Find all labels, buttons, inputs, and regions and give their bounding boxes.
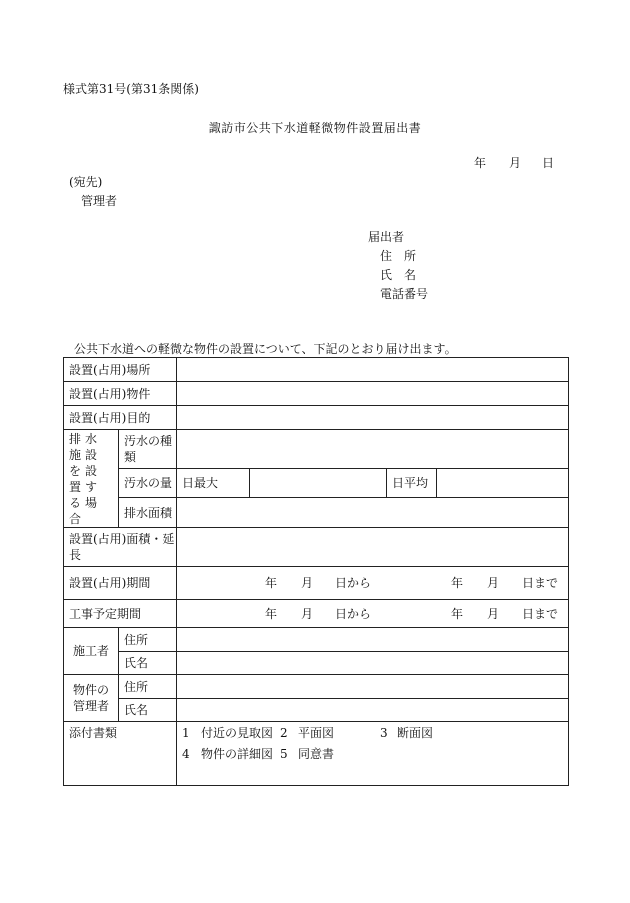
intro-text: 公共下水道への軽微な物件の設置について、下記のとおり届け出ます。 (74, 342, 457, 356)
period-to-day: 日まで (522, 576, 559, 590)
owner-name-label: 氏名 (119, 699, 177, 722)
construction-to-day: 日まで (522, 606, 559, 621)
object-value[interactable] (177, 382, 569, 406)
contractor-name-label: 氏名 (119, 652, 177, 675)
row-purpose (64, 406, 569, 430)
sewage-amount-label: 汚水の量 (119, 469, 177, 498)
contractor-label: 施工者 (64, 628, 119, 675)
row-period (64, 567, 569, 600)
attachments-label: 添付書類 (64, 722, 177, 786)
area-length-label: 設置(占用)面積・延長 (64, 528, 177, 567)
sewage-type-value[interactable] (177, 430, 569, 469)
construction-from-day: 日から (335, 606, 372, 621)
owner-address-value[interactable] (177, 675, 569, 699)
attachment-5-num: 5 (280, 747, 288, 761)
area-length-value[interactable] (177, 528, 569, 567)
period-label: 設置(占用)期間 (64, 567, 177, 600)
purpose-label: 設置(占用)目的 (64, 406, 177, 430)
row-owner-name (64, 699, 569, 722)
attachments-line-1 (182, 725, 568, 741)
location-label: 設置(占用)場所 (64, 358, 177, 382)
drainage-area-value[interactable] (177, 498, 569, 528)
period-from-year: 年 (265, 576, 278, 590)
daily-max-label: 日最大 (177, 469, 250, 498)
construction-to-month: 月 (487, 606, 500, 621)
application-table (63, 357, 569, 786)
contractor-address-label: 住所 (119, 628, 177, 652)
applicant-label: 届出者 (368, 230, 405, 244)
applicant-phone: 電話番号 (380, 287, 429, 301)
row-contractor-name (64, 652, 569, 675)
daily-avg-value[interactable] (437, 469, 569, 498)
attachment-1-label: 付近の見取図 (201, 726, 274, 740)
period-value[interactable] (177, 567, 569, 600)
addressee-name: 管理者 (81, 194, 118, 208)
daily-avg-label: 日平均 (387, 469, 437, 498)
date-month: 月 (509, 156, 522, 170)
row-sewage-type (64, 430, 569, 469)
drainage-area-label: 排水面積 (119, 498, 177, 528)
attachment-3-num: 3 (380, 726, 388, 740)
applicant-name: 氏 名 (380, 268, 417, 282)
attachments-value (177, 722, 569, 786)
owner-name-value[interactable] (177, 699, 569, 722)
attachment-4-label: 物件の詳細図 (201, 747, 274, 761)
attachment-5-label: 同意書 (298, 747, 335, 761)
owner-address-label: 住所 (119, 675, 177, 699)
addressee-prefix: (宛先) (69, 175, 103, 189)
contractor-name-value[interactable] (177, 652, 569, 675)
owner-label: 物件の管理者 (64, 675, 119, 722)
row-contractor-address (64, 628, 569, 652)
row-area-length (64, 528, 569, 567)
form-number: 様式第31号(第31条関係) (63, 82, 199, 96)
row-location (64, 358, 569, 382)
location-value[interactable] (177, 358, 569, 382)
row-owner-address (64, 675, 569, 699)
sewage-type-label: 汚水の種類 (119, 430, 177, 469)
drainage-group-label: 排水施設を設置する場合 (64, 430, 119, 528)
period-to-month: 月 (487, 576, 500, 590)
construction-period-value[interactable] (177, 600, 569, 628)
construction-period-label: 工事予定期間 (64, 600, 177, 628)
contractor-address-value[interactable] (177, 628, 569, 652)
period-dates (182, 575, 568, 591)
attachment-2-num: 2 (280, 726, 288, 740)
attachments-line-2 (182, 746, 568, 762)
period-to-year: 年 (451, 576, 464, 590)
construction-from-month: 月 (301, 606, 314, 621)
date-day: 日 (542, 156, 555, 170)
attachment-1-num: 1 (182, 726, 190, 740)
row-sewage-amount (64, 469, 569, 498)
period-from-month: 月 (301, 576, 314, 590)
purpose-value[interactable] (177, 406, 569, 430)
construction-to-year: 年 (451, 606, 464, 621)
date-year: 年 (474, 156, 487, 170)
form-title: 諏訪市公共下水道軽微物件設置届出書 (208, 121, 422, 135)
attachment-2-label: 平面図 (298, 726, 335, 740)
row-construction-period (64, 600, 569, 628)
row-attachments (64, 722, 569, 786)
daily-max-value[interactable] (250, 469, 387, 498)
object-label: 設置(占用)物件 (64, 382, 177, 406)
period-from-day: 日から (335, 576, 372, 590)
construction-dates (182, 606, 568, 622)
row-drainage-area (64, 498, 569, 528)
construction-from-year: 年 (265, 606, 278, 621)
row-object (64, 382, 569, 406)
attachment-3-label: 断面図 (397, 726, 434, 740)
attachment-4-num: 4 (182, 747, 190, 761)
applicant-address: 住 所 (380, 249, 417, 263)
